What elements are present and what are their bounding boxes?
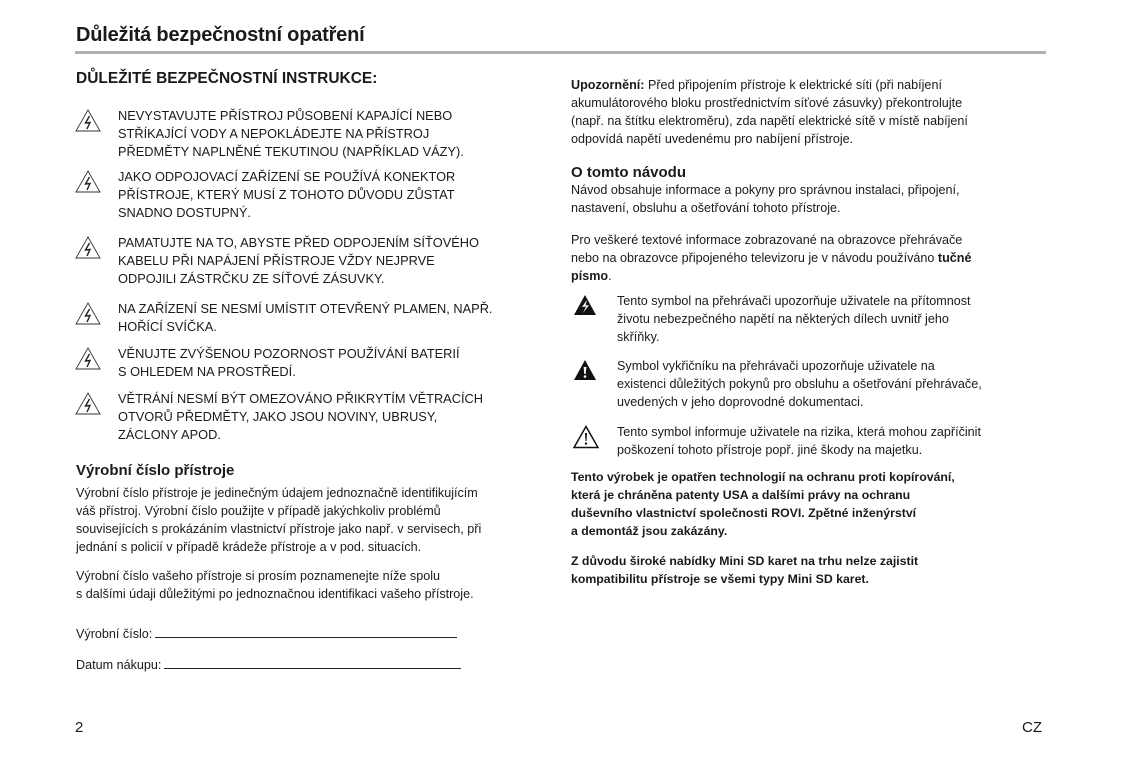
bold-text: písmo (571, 269, 609, 283)
copy-protection-paragraph (571, 468, 955, 540)
symbol-line: životu nebezpečného napětí na některých dílech uvnitř jeho (617, 312, 949, 326)
symbol-line: poškození tohoto přístroje popř. jiné škody na majetku. (617, 443, 923, 457)
text-line: Z důvodu široké nabídky Mini SD karet na trhu nelze zajistit (571, 554, 919, 568)
text-line: a demontáž jsou zakázány. (571, 524, 728, 538)
page-title: Důležitá bezpečnostní opatření (76, 24, 365, 46)
text-line: Výrobní číslo přístroje je jedinečným údajem jednoznačně identifikujícím (76, 486, 478, 500)
text-line: jednání s policií v případě krádeže přístroje a v pod. situacích. (76, 540, 422, 554)
notice-line: odpovídá napětí uvedenému pro nabíjení přístroje. (571, 132, 854, 146)
text-line: která je chráněna patenty USA a dalšími právy na ochranu (571, 488, 911, 502)
warning-text (118, 168, 455, 222)
symbol-text (617, 357, 982, 411)
symbol-text (617, 292, 971, 346)
symbol-line: Symbol vykřičníku na přehrávači upozorňuje uživatele na (617, 359, 935, 373)
symbol-line: uvedených v jeho doprovodné dokumentaci. (617, 395, 864, 409)
warning-line: ZÁCLONY APOD. (118, 427, 221, 442)
warning-line: VĚTRÁNÍ NESMÍ BÝT OMEZOVÁNO PŘIKRYTÍM VĚTRACÍCH (118, 391, 483, 406)
serial-number-field[interactable] (76, 624, 457, 641)
warning-text (118, 234, 479, 288)
warning-line: S OHLEDEM NA PROSTŘEDÍ. (118, 364, 296, 379)
warning-text (118, 107, 464, 161)
sd-card-paragraph (571, 552, 918, 588)
notice-line: Před připojením přístroje k elektrické síti (při nabíjení (644, 78, 942, 92)
notice-line: (např. na štítku elektroměru), zda napětí elektrické sítě v místě nabíjení (571, 114, 968, 128)
serial-number-label: Výrobní číslo: (76, 627, 153, 641)
purchase-date-label: Datum nákupu: (76, 658, 162, 672)
warning-line: NA ZAŘÍZENÍ SE NESMÍ UMÍSTIT OTEVŘENÝ PLAMEN, NAPŘ. (118, 301, 493, 316)
serial-paragraph-1 (76, 484, 481, 556)
text-line: váš přístroj. Výrobní číslo použijte v případě jakýchkoliv problémů (76, 504, 441, 518)
symbol-line: existenci důležitých pokynů pro obsluhu a ošetřování přehrávače, (617, 377, 982, 391)
text-line: duševního vlastnictví společnosti ROVI. Zpětné inženýrství (571, 506, 917, 520)
notice-paragraph (571, 76, 968, 148)
warning-line: ODPOJILI ZÁSTRČKU ZE SÍŤOVÉ ZÁSUVKY. (118, 271, 385, 286)
warning-line: KABELU PŘI NAPÁJENÍ PŘÍSTROJE VŽDY NEJPRVE (118, 253, 435, 268)
manual-line: . (608, 269, 612, 283)
manual-line: nebo na obrazovce připojeného televizoru je v návodu používáno (571, 251, 938, 265)
symbol-text (617, 423, 981, 459)
text-line: Návod obsahuje informace a pokyny pro správnou instalaci, připojení, (571, 183, 960, 197)
manual-paragraph-2 (571, 231, 971, 285)
warning-line: VĚNUJTE ZVÝŠENOU POZORNOST POUŽÍVÁNÍ BATERIÍ (118, 346, 460, 361)
warning-line: STŘÍKAJÍCÍ VODY A NEPOKLÁDEJTE NA PŘÍSTROJ (118, 126, 430, 141)
language-code: CZ (1022, 719, 1042, 736)
warning-line: NEVYSTAVUJTE PŘÍSTROJ PŮSOBENÍ KAPAJÍCÍ NEBO (118, 108, 453, 123)
text-line: souvisejících s prokázáním vlastnictví přístroje jako např. v servisech, při (76, 522, 482, 536)
serial-number-heading: Výrobní číslo přístroje (76, 462, 235, 479)
serial-number-line[interactable] (155, 624, 457, 638)
warning-line: OTVORŮ PŘEDMĚTY, JAKO JSOU NOVINY, UBRUSY, (118, 409, 438, 424)
text-line: nastavení, obsluhu a ošetřování tohoto přístroje. (571, 201, 841, 215)
warning-text (118, 300, 493, 336)
manual-line: Pro veškeré textové informace zobrazované na obrazovce přehrávače (571, 233, 963, 247)
title-divider (75, 51, 1046, 54)
warning-line: PŘEDMĚTY NAPLNĚNÉ TEKUTINOU (NAPŘÍKLAD VÁZY). (118, 144, 464, 159)
notice-label: Upozornění: (571, 78, 645, 92)
warning-line: SNADNO DOSTUPNÝ. (118, 205, 251, 220)
manual-heading: O tomto návodu (571, 164, 686, 181)
symbol-line: Tento symbol informuje uživatele na rizika, která mohou zapříčinit (617, 425, 981, 439)
purchase-date-line[interactable] (164, 655, 461, 669)
bold-text: tučné (937, 251, 972, 265)
text-line: Tento výrobek je opatřen technologií na ochranu proti kopírování, (571, 470, 955, 484)
warning-line: HOŘÍCÍ SVÍČKA. (118, 319, 217, 334)
page-number: 2 (75, 719, 84, 736)
warning-text (118, 390, 483, 444)
serial-paragraph-2 (76, 567, 474, 603)
safety-instructions-heading: DŮLEŽITÉ BEZPEČNOSTNÍ INSTRUKCE: (76, 70, 378, 87)
notice-line: akumulátorového bloku prostřednictvím síťové zásuvky) překontrolujte (571, 96, 963, 110)
warning-line: PŘÍSTROJE, KTERÝ MUSÍ Z TOHOTO DŮVODU ZŮSTAT (118, 187, 455, 202)
symbol-line: Tento symbol na přehrávači upozorňuje uživatele na přítomnost (617, 294, 971, 308)
manual-paragraph-1 (571, 181, 960, 217)
warning-line: JAKO ODPOJOVACÍ ZAŘÍZENÍ SE POUŽÍVÁ KONEKTOR (118, 169, 456, 184)
text-line: Výrobní číslo vašeho přístroje si prosím poznamenejte níže spolu (76, 569, 441, 583)
symbol-line: skříňky. (617, 330, 660, 344)
warning-text (118, 345, 460, 381)
purchase-date-field[interactable] (76, 655, 461, 672)
warning-line: PAMATUJTE NA TO, ABYSTE PŘED ODPOJENÍM SÍŤOVÉHO (118, 235, 479, 250)
text-line: kompatibilitu přístroje se všemi typy Mini SD karet. (571, 572, 869, 586)
text-line: s dalšími údaji důležitými po jednoznačnou identifikaci vašeho přístroje. (76, 587, 474, 601)
